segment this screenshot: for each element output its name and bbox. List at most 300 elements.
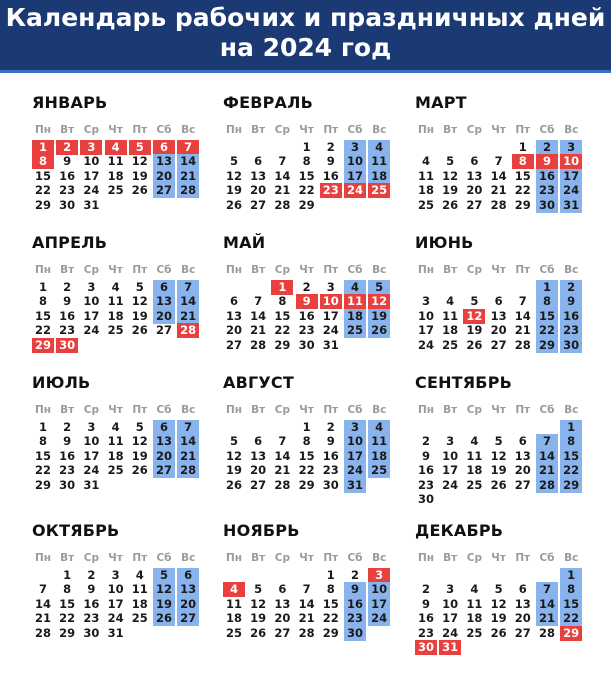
- workday: 16: [417, 463, 434, 478]
- workday: 15: [298, 168, 315, 183]
- workday: 27: [250, 477, 267, 492]
- month-block: [32, 232, 197, 352]
- workday: 17: [83, 448, 100, 463]
- month-block: [415, 520, 580, 654]
- month-name: МАЙ: [223, 233, 266, 252]
- workday: 12: [490, 448, 507, 463]
- workday: 6: [494, 294, 503, 309]
- weekday-label: Ср: [274, 552, 290, 564]
- workday: 19: [466, 323, 483, 338]
- weekday-label: Чт: [491, 264, 506, 276]
- weekend-day: 30: [536, 198, 558, 213]
- workday: 19: [442, 183, 459, 198]
- holiday-day: 8: [32, 154, 54, 169]
- holiday-day: 9: [296, 294, 318, 309]
- workday: 13: [250, 168, 267, 183]
- workday: 16: [417, 611, 434, 626]
- workday: 5: [446, 154, 455, 169]
- workday: 5: [470, 294, 479, 309]
- month-name: СЕНТЯБРЬ: [415, 373, 513, 392]
- workday: 30: [417, 492, 434, 506]
- workday: 2: [302, 280, 311, 294]
- workday: 15: [274, 308, 291, 323]
- weekday-label: Чт: [108, 264, 123, 276]
- workday: 22: [34, 323, 51, 338]
- holiday-day: 3: [80, 140, 102, 155]
- weekday-label: Пн: [34, 264, 52, 276]
- weekend-day: 28: [536, 478, 558, 493]
- weekend-day: 16: [560, 309, 582, 324]
- workday: 20: [274, 611, 291, 626]
- workday: 28: [274, 197, 291, 212]
- month-name: НОЯБРЬ: [223, 521, 300, 540]
- workday: 6: [229, 294, 238, 309]
- workday: 11: [131, 582, 148, 597]
- workday: 18: [417, 183, 434, 198]
- weekday-label: Ср: [83, 404, 99, 416]
- workday: 17: [322, 308, 339, 323]
- workday: 19: [131, 168, 148, 183]
- workday: 11: [442, 308, 459, 323]
- weekday-label: Ср: [466, 552, 482, 564]
- weekday-label: Чт: [299, 552, 314, 564]
- weekday-label: Вт: [443, 124, 458, 136]
- weekend-day: 30: [560, 338, 582, 353]
- weekday-label: Ср: [83, 124, 99, 136]
- weekend-day: 17: [368, 597, 390, 612]
- workday: 26: [225, 197, 242, 212]
- weekend-day: 13: [153, 154, 175, 169]
- weekend-day: 23: [560, 323, 582, 338]
- page-header: [0, 0, 611, 73]
- weekend-day: 16: [536, 169, 558, 184]
- workday: 12: [225, 448, 242, 463]
- weekday-label: Пт: [515, 404, 531, 416]
- month-name: ИЮЛЬ: [32, 373, 91, 392]
- workday: 8: [278, 294, 287, 309]
- weekend-day: 16: [344, 597, 366, 612]
- weekend-day: 30: [344, 626, 366, 641]
- workday: 25: [107, 323, 124, 338]
- weekday-label: Сб: [347, 404, 363, 416]
- weekend-day: 19: [368, 309, 390, 324]
- workday: 12: [131, 294, 148, 309]
- weekend-day: 25: [344, 323, 366, 338]
- workday: 26: [442, 197, 459, 212]
- workday: 8: [302, 154, 311, 169]
- workday: 13: [466, 168, 483, 183]
- workday: 4: [446, 294, 455, 309]
- weekday-label: Пт: [132, 404, 148, 416]
- workday: 5: [494, 434, 503, 449]
- weekday-label: Пн: [34, 124, 52, 136]
- workday: 25: [466, 625, 483, 640]
- weekend-day: 5: [368, 280, 390, 295]
- workday: 29: [59, 625, 76, 640]
- weekday-label: Пн: [225, 552, 243, 564]
- month-name: ЯНВАРЬ: [32, 93, 108, 112]
- workday: 6: [254, 154, 263, 169]
- weekend-day: 22: [536, 323, 558, 338]
- workday: 23: [322, 463, 339, 478]
- workday: 5: [229, 434, 238, 449]
- workday: 19: [225, 183, 242, 198]
- workday: 18: [107, 448, 124, 463]
- workday: 20: [490, 323, 507, 338]
- workday: 10: [83, 294, 100, 309]
- workday: 11: [417, 168, 434, 183]
- weekend-day: 8: [536, 294, 558, 309]
- weekend-day: 7: [177, 420, 199, 435]
- weekend-day: 10: [344, 154, 366, 169]
- workday: 30: [59, 477, 76, 492]
- workday: 27: [466, 197, 483, 212]
- workday: 23: [417, 477, 434, 492]
- workday: 27: [155, 323, 172, 338]
- workday: 20: [514, 463, 531, 478]
- holiday-day: 28: [177, 323, 199, 338]
- workday: 6: [518, 434, 527, 449]
- workday: 1: [38, 420, 47, 434]
- weekend-day: 21: [536, 463, 558, 478]
- workday: 24: [83, 463, 100, 478]
- weekend-day: 11: [368, 434, 390, 449]
- weekend-day: 10: [368, 582, 390, 597]
- workday: 14: [250, 308, 267, 323]
- holiday-day: 5: [129, 140, 151, 155]
- weekday-label: Пн: [34, 404, 52, 416]
- workday: 19: [490, 463, 507, 478]
- workday: 25: [442, 337, 459, 352]
- workday: 25: [417, 197, 434, 212]
- holiday-day: 1: [271, 280, 293, 295]
- weekday-label: Пт: [132, 124, 148, 136]
- weekend-day: 13: [153, 434, 175, 449]
- weekday-label: Ср: [83, 264, 99, 276]
- holiday-day: 29: [560, 626, 582, 641]
- weekend-day: 21: [177, 169, 199, 184]
- workday: 7: [278, 434, 287, 449]
- workday: 30: [322, 477, 339, 492]
- month-block: [415, 92, 580, 212]
- workday: 24: [83, 183, 100, 198]
- weekend-day: 23: [344, 611, 366, 626]
- workday: 21: [250, 323, 267, 338]
- holiday-day: 25: [368, 183, 390, 198]
- weekday-label: Пт: [323, 264, 339, 276]
- workday: 10: [442, 596, 459, 611]
- workday: 24: [322, 323, 339, 338]
- month-block: [32, 520, 197, 640]
- weekend-day: 17: [344, 449, 366, 464]
- workday: 4: [135, 568, 144, 582]
- weekday-label: Ср: [466, 124, 482, 136]
- weekday-label: Вс: [372, 552, 387, 564]
- weekday-label: Сб: [156, 552, 172, 564]
- month-block: [32, 92, 197, 212]
- weekend-day: 24: [560, 183, 582, 198]
- weekend-day: 24: [368, 611, 390, 626]
- workday: 2: [326, 140, 335, 154]
- workday: 30: [83, 625, 100, 640]
- workday: 28: [298, 625, 315, 640]
- weekday-label: Вт: [251, 124, 266, 136]
- holiday-day: 4: [223, 582, 245, 597]
- weekend-day: 20: [153, 449, 175, 464]
- weekday-label: Сб: [156, 404, 172, 416]
- holiday-day: 8: [512, 154, 534, 169]
- weekend-day: 5: [153, 568, 175, 583]
- weekend-day: 27: [153, 183, 175, 198]
- weekday-label: Пн: [34, 552, 52, 564]
- weekday-label: Пн: [417, 124, 435, 136]
- workday: 30: [298, 337, 315, 352]
- weekday-label: Пн: [417, 264, 435, 276]
- workday: 11: [466, 596, 483, 611]
- workday: 29: [34, 197, 51, 212]
- workday: 24: [107, 611, 124, 626]
- workday: 17: [442, 463, 459, 478]
- weekday-label: Вт: [443, 552, 458, 564]
- month-name: ОКТЯБРЬ: [32, 521, 120, 540]
- weekend-day: 27: [177, 611, 199, 626]
- weekday-label: Сб: [347, 124, 363, 136]
- weekend-day: 29: [536, 338, 558, 353]
- weekday-label: Ср: [274, 264, 290, 276]
- holiday-day: 2: [56, 140, 78, 155]
- holiday-day: 31: [439, 640, 461, 655]
- workday: 19: [131, 308, 148, 323]
- weekday-label: Чт: [108, 404, 123, 416]
- weekday-label: Чт: [108, 124, 123, 136]
- weekend-day: 1: [536, 280, 558, 295]
- workday: 3: [87, 280, 96, 294]
- weekday-label: Пт: [132, 264, 148, 276]
- workday: 7: [302, 582, 311, 597]
- weekday-label: Сб: [539, 552, 555, 564]
- weekend-day: 2: [536, 140, 558, 155]
- workday: 18: [107, 168, 124, 183]
- weekend-day: 7: [536, 582, 558, 597]
- holiday-day: 9: [536, 154, 558, 169]
- weekend-day: 9: [560, 294, 582, 309]
- workday: 13: [225, 308, 242, 323]
- workday: 15: [34, 448, 51, 463]
- workday: 20: [250, 463, 267, 478]
- weekend-day: 21: [177, 449, 199, 464]
- weekend-day: 22: [560, 611, 582, 626]
- workday: 14: [274, 168, 291, 183]
- weekday-label: Чт: [299, 124, 314, 136]
- weekend-day: 18: [368, 449, 390, 464]
- workday: 10: [442, 448, 459, 463]
- holiday-day: 4: [105, 140, 127, 155]
- workday: 9: [63, 154, 72, 169]
- weekday-label: Пт: [515, 124, 531, 136]
- workday: 9: [326, 434, 335, 449]
- workday: 22: [298, 463, 315, 478]
- weekday-label: Вс: [181, 404, 196, 416]
- month-block: [415, 372, 580, 506]
- workday: 21: [34, 611, 51, 626]
- weekend-day: 15: [560, 597, 582, 612]
- workday: 15: [59, 596, 76, 611]
- weekday-label: Вс: [372, 264, 387, 276]
- holiday-day: 10: [560, 154, 582, 169]
- workday: 7: [494, 154, 503, 169]
- weekday-label: Чт: [491, 552, 506, 564]
- workday: 23: [298, 323, 315, 338]
- workday: 29: [298, 477, 315, 492]
- workday: 29: [274, 337, 291, 352]
- weekday-label: Чт: [299, 404, 314, 416]
- workday: 19: [250, 611, 267, 626]
- weekend-day: 14: [536, 597, 558, 612]
- workday: 9: [63, 294, 72, 309]
- workday: 2: [326, 420, 335, 434]
- holiday-day: 30: [56, 338, 78, 353]
- weekend-day: 8: [560, 434, 582, 449]
- holiday-day: 3: [368, 568, 390, 583]
- weekday-label: Вс: [564, 264, 579, 276]
- weekend-day: 11: [368, 154, 390, 169]
- weekday-label: Чт: [491, 404, 506, 416]
- weekday-label: Вт: [251, 552, 266, 564]
- workday: 27: [250, 197, 267, 212]
- workday: 10: [83, 434, 100, 449]
- workday: 5: [135, 280, 144, 294]
- workday: 27: [225, 337, 242, 352]
- weekday-label: Вс: [181, 264, 196, 276]
- month-block: [223, 372, 388, 492]
- workday: 15: [34, 308, 51, 323]
- weekend-day: 15: [536, 309, 558, 324]
- workday: 1: [518, 140, 527, 154]
- weekend-day: 17: [560, 169, 582, 184]
- page-title: Календарь рабочих и праздничных дней: [5, 3, 606, 32]
- weekday-label: Пт: [515, 264, 531, 276]
- workday: 2: [87, 568, 96, 582]
- workday: 25: [107, 183, 124, 198]
- weekend-day: 19: [153, 597, 175, 612]
- weekday-label: Вт: [251, 404, 266, 416]
- workday: 28: [538, 625, 555, 640]
- weekday-label: Ср: [466, 264, 482, 276]
- workday: 26: [131, 463, 148, 478]
- weekend-day: 24: [344, 463, 366, 478]
- weekday-label: Пт: [515, 552, 531, 564]
- weekday-label: Вс: [564, 552, 579, 564]
- weekend-day: 15: [560, 449, 582, 464]
- workday: 17: [442, 611, 459, 626]
- workday: 11: [107, 294, 124, 309]
- workday: 21: [274, 183, 291, 198]
- workday: 22: [514, 183, 531, 198]
- month-name: ФЕВРАЛЬ: [223, 93, 313, 112]
- month-block: [223, 92, 388, 212]
- workday: 14: [298, 596, 315, 611]
- workday: 11: [107, 154, 124, 169]
- workday: 24: [442, 477, 459, 492]
- weekend-day: 7: [177, 280, 199, 295]
- weekend-day: 27: [153, 463, 175, 478]
- weekend-day: 26: [368, 323, 390, 338]
- workday: 22: [34, 463, 51, 478]
- workday: 26: [490, 477, 507, 492]
- weekend-day: 18: [368, 169, 390, 184]
- workday: 31: [83, 477, 100, 492]
- weekend-day: 25: [368, 463, 390, 478]
- weekend-day: 4: [368, 140, 390, 155]
- holiday-day: 29: [32, 338, 54, 353]
- weekday-label: Вс: [181, 124, 196, 136]
- workday: 23: [59, 183, 76, 198]
- weekend-day: 7: [536, 434, 558, 449]
- workday: 3: [111, 568, 120, 582]
- weekend-day: 29: [560, 478, 582, 493]
- workday: 28: [490, 197, 507, 212]
- workday: 7: [278, 154, 287, 169]
- weekend-day: 3: [560, 140, 582, 155]
- weekday-label: Пн: [225, 404, 243, 416]
- workday: 8: [302, 434, 311, 449]
- workday: 13: [274, 596, 291, 611]
- weekend-day: 6: [177, 568, 199, 583]
- workday: 17: [83, 308, 100, 323]
- workday: 18: [131, 596, 148, 611]
- weekend-day: 13: [153, 294, 175, 309]
- workday: 13: [250, 448, 267, 463]
- weekend-day: 4: [368, 420, 390, 435]
- workday: 28: [34, 625, 51, 640]
- weekday-label: Сб: [156, 124, 172, 136]
- workday: 22: [59, 611, 76, 626]
- workday: 31: [322, 337, 339, 352]
- weekday-label: Пн: [417, 404, 435, 416]
- workday: 19: [225, 463, 242, 478]
- workday: 26: [250, 625, 267, 640]
- workday: 1: [63, 568, 72, 582]
- workday: 12: [131, 154, 148, 169]
- weekday-label: Сб: [539, 404, 555, 416]
- workday: 11: [107, 434, 124, 449]
- workday: 12: [490, 596, 507, 611]
- weekday-label: Вт: [60, 404, 75, 416]
- workday: 1: [326, 568, 335, 582]
- holiday-day: 24: [344, 183, 366, 198]
- workday: 3: [421, 294, 430, 309]
- holiday-day: 12: [463, 309, 485, 324]
- workday: 13: [490, 308, 507, 323]
- workday: 8: [38, 434, 47, 449]
- weekday-label: Вт: [251, 264, 266, 276]
- weekend-day: 3: [344, 420, 366, 435]
- weekday-label: Ср: [466, 404, 482, 416]
- workday: 4: [470, 582, 479, 597]
- weekday-label: Пн: [417, 552, 435, 564]
- weekday-label: Пт: [323, 404, 339, 416]
- weekday-label: Вс: [372, 124, 387, 136]
- workday: 18: [225, 611, 242, 626]
- weekend-day: 23: [536, 183, 558, 198]
- weekday-label: Сб: [539, 264, 555, 276]
- workday: 5: [229, 154, 238, 169]
- holiday-day: 6: [153, 140, 175, 155]
- workday: 3: [326, 280, 335, 294]
- workday: 25: [225, 625, 242, 640]
- workday: 18: [466, 611, 483, 626]
- workday: 4: [111, 420, 120, 434]
